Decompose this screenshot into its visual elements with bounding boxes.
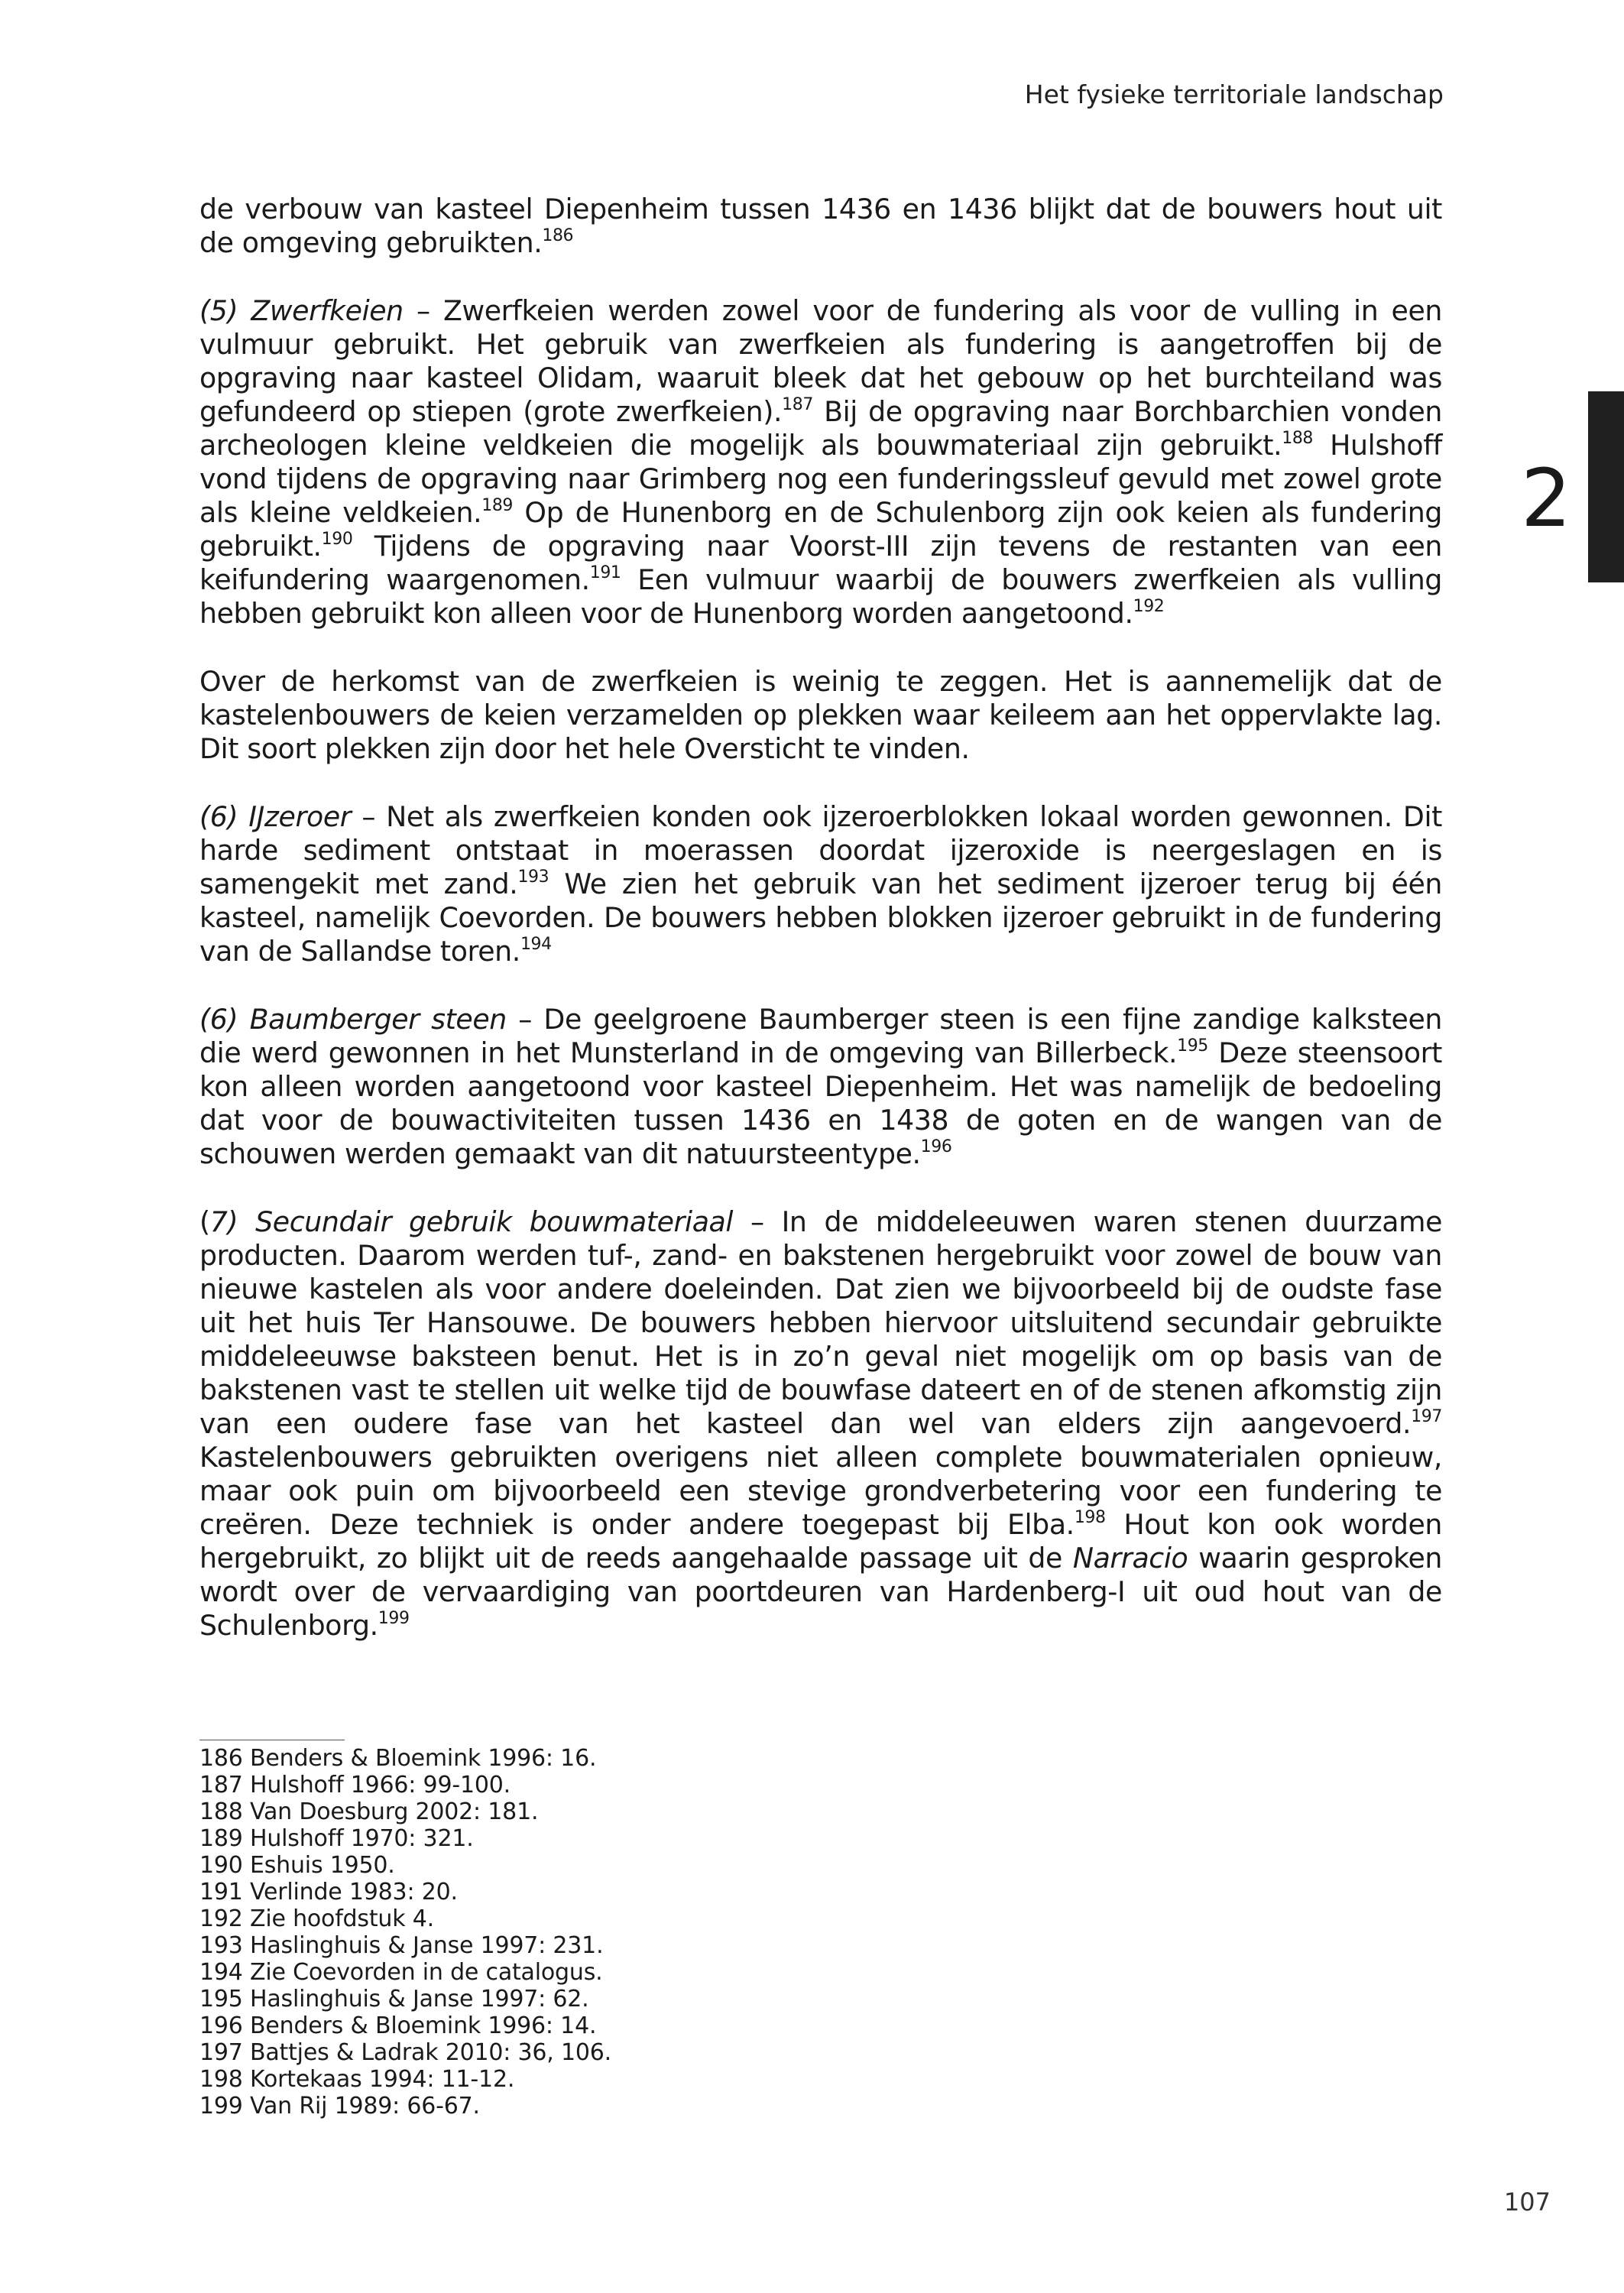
footnotes xyxy=(199,1745,611,2119)
paragraph-herkomst: Over de herkomst van de zwerfkeien is weinig te zeggen. Het is aannemelijk dat de kastelenbouwers de keien verzamelden op plekken waar keileem aan het oppervlakte lag. Dit soort plekken zijn door het hele Oversticht te vinden. xyxy=(199,665,1442,765)
footnote: 189 Hulshoff 1970: 321. xyxy=(199,1825,474,1852)
footnote: 197 Battjes & Ladrak 2010: 36, 106. xyxy=(199,2039,611,2066)
footnote-ref-198[interactable]: 198 xyxy=(1074,1508,1106,1527)
footnote-ref-194[interactable]: 194 xyxy=(520,935,552,954)
footnote: 195 Haslinghuis & Janse 1997: 62. xyxy=(199,1986,589,2012)
paragraph-1: de verbouw van kasteel Diepenheim tussen 1436 en 1436 blijkt dat de bouwers hout uit de omgeving gebruikten.$^{186}$ xyxy=(199,193,1442,259)
body-text xyxy=(199,193,1442,1677)
footnote: 196 Benders & Bloemink 1996: 14. xyxy=(199,2012,597,2039)
footnote: 198 Kortekaas 1994: 11-12. xyxy=(199,2066,515,2093)
narracio-title: Narracio xyxy=(1072,1542,1188,1575)
footnote: 194 Zie Coevorden in de catalogus. xyxy=(199,1959,603,1986)
footnote-ref-197[interactable]: 197 xyxy=(1411,1407,1442,1426)
footnote: 188 Van Doesburg 2002: 181. xyxy=(199,1798,539,1825)
footnote: 187 Hulshoff 1966: 99-100. xyxy=(199,1772,511,1798)
section-heading-zwerfkeien: (5) Zwerfkeien xyxy=(199,294,404,327)
footnote: 191 Verlinde 1983: 20. xyxy=(199,1879,458,1905)
footnote-ref-186[interactable]: 186 xyxy=(542,226,574,245)
footnote-ref-189[interactable]: 189 xyxy=(481,496,514,515)
footnote-ref-193[interactable]: 193 xyxy=(517,868,549,887)
footnote: 199 Van Rij 1989: 66-67. xyxy=(199,2093,480,2119)
page-number: 107 xyxy=(1503,2188,1551,2217)
footnote: 186 Benders & Bloemink 1996: 16. xyxy=(199,1745,597,1772)
footnote: 192 Zie hoofdstuk 4. xyxy=(199,1905,434,1932)
footnote: 193 Haslinghuis & Janse 1997: 231. xyxy=(199,1932,604,1959)
paragraph-baumberger: (6) Baumberger steen – De geelgroene Baumberger steen is een fijne zandige kalksteen die werd gewonnen in het Munsterland in de omgeving van Billerbeck.$^{195}$ Deze steensoort kon alleen worden aangetoond voor kasteel Diepenheim. Het was namelijk de bedoeling dat voor de bouwactiviteiten tussen 1436 en 1438 de goten en de wangen van de schouwen werden gemaakt van dit natuursteentype.$^{196}$ xyxy=(199,1003,1442,1170)
footnote-ref-187[interactable]: 187 xyxy=(782,395,813,414)
footnote-ref-192[interactable]: 192 xyxy=(1133,597,1165,616)
running-header: Het fysieke territoriale landschap xyxy=(1024,79,1444,109)
paragraph-secundair: (7) Secundair gebruik bouwmateriaal – In de middeleeuwen waren stenen duurzame producten. Daarom werden tuf-, zand- en bakstenen hergebruikt voor zowel de bouw van nieuwe kastelen als voor andere doeleinden. Dat zien we bijvoorbeeld bij de oudste fase uit het huis Ter Hansouwe. De bouwers hebben hiervoor uitsluitend secundair gebruikte middeleeuwse baksteen benut. Het is in zo’n geval niet mogelijk om op basis van de bakstenen vast te stellen uit welke tijd de bouwfase dateert en of de stenen afkomstig zijn van een oudere fase van het kasteel dan wel van elders zijn aangevoerd.$^{197}$ Kastelenbouwers gebruikten overigens niet alleen complete bouwmaterialen opnieuw, maar ook puin om bijvoorbeeld een stevige grondverbetering voor een fundering te creëren. Deze techniek is onder andere toegepast bij Elba.$^{198}$ Hout kon ook worden hergebruikt, zo blijkt uit de reeds aangehaalde passage uit de Narracio waarin gesproken wordt over de vervaardiging van poortdeuren van Hardenberg-I uit oud hout van de Schulenborg.$^{199}$ xyxy=(199,1205,1443,1642)
footnote-ref-199[interactable]: 199 xyxy=(378,1609,410,1628)
chapter-number: 2 xyxy=(1521,452,1572,545)
footnote-ref-195[interactable]: 195 xyxy=(1177,1036,1208,1056)
chapter-tab xyxy=(1588,391,1624,582)
footnote-ref-188[interactable]: 188 xyxy=(1282,429,1314,448)
footnote-ref-196[interactable]: 196 xyxy=(920,1137,952,1156)
footnote-ref-190[interactable]: 190 xyxy=(321,530,353,549)
footnote-ref-191[interactable]: 191 xyxy=(589,563,621,582)
section-heading-secundair: 7) Secundair gebruik bouwmateriaal xyxy=(209,1205,734,1238)
section-heading-baumberger: (6) Baumberger steen xyxy=(199,1003,507,1036)
section-heading-ijzeroer: (6) IJzeroer xyxy=(199,800,352,833)
paragraph-ijzeroer: (6) IJzeroer – Net als zwerfkeien konden ook ijzeroerblokken lokaal worden gewonnen. Dit harde sediment ontstaat in moerassen doordat ijzeroxide is neergeslagen en is samengekit met zand.$^{193}$ We zien het gebruik van het sediment ijzeroer terug bij één kasteel, namelijk Coevorden. De bouwers hebben blokken ijzeroer gebruikt in de fundering van de Sallandse toren.$^{194}$ xyxy=(199,800,1442,968)
paragraph-zwerfkeien: (5) Zwerfkeien – Zwerfkeien werden zowel voor de fundering als voor de vulling in een vulmuur gebruikt. Het gebruik van zwerfkeien als fundering is aangetroffen bij de opgraving naar kasteel Olidam, waaruit bleek dat het gebouw op het burchteiland was gefundeerd op stiepen (grote zwerfkeien).$^{187}$ Bij de opgraving naar Borchbarchien vonden archeologen kleine veldkeien die mogelijk als bouwmateriaal zijn gebruikt.$^{188}$ Hulshoff vond tijdens de opgraving naar Grimberg nog een funderingssleuf gevuld met zowel grote als kleine veldkeien.$^{189}$ Op de Hunenborg en de Schulenborg zijn ook keien als fundering gebruikt.$^{190}$ Tijdens de opgraving naar Voorst-III zijn tevens de restanten van een keifundering waargenomen.$^{191}$ Een vulmuur waarbij de bouwers zwerfkeien als vulling hebben gebruikt kon alleen voor de Hunenborg worden aangetoond.$^{192}$ xyxy=(199,294,1443,630)
footnote: 190 Eshuis 1950. xyxy=(199,1852,395,1879)
